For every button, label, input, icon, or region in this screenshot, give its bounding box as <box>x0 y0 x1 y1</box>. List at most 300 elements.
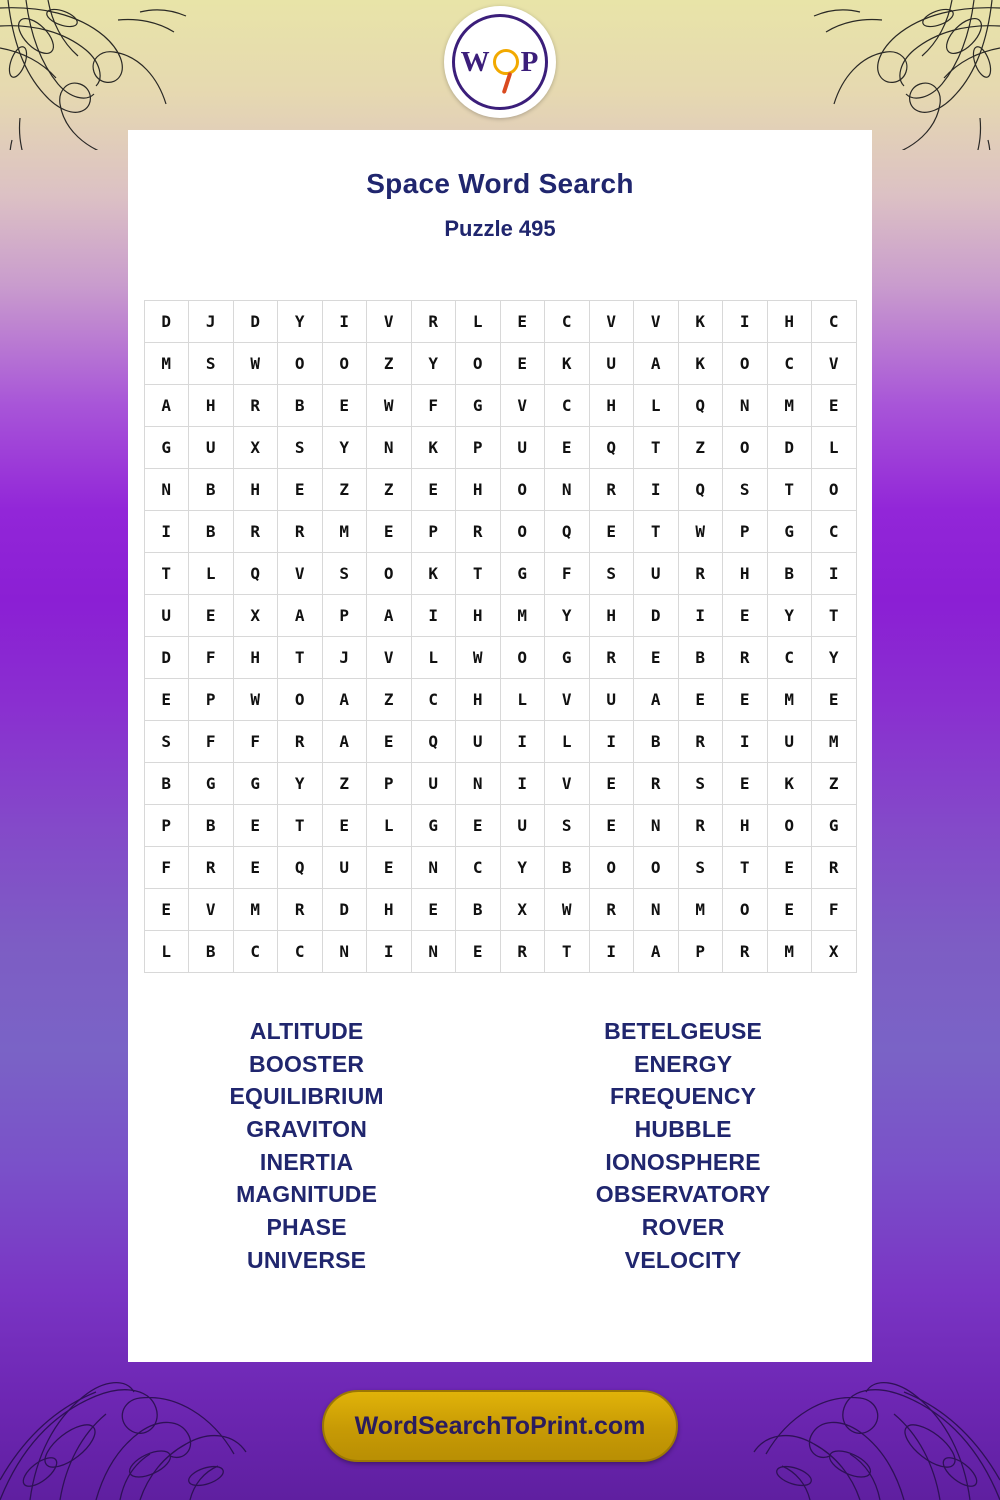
grid-cell[interactable]: B <box>189 931 234 973</box>
word-list-item[interactable]: OBSERVATORY <box>595 1181 771 1208</box>
grid-cell[interactable]: F <box>812 889 857 931</box>
grid-cell[interactable]: V <box>545 763 590 805</box>
grid-cell[interactable]: T <box>278 805 323 847</box>
grid-cell[interactable]: U <box>589 343 634 385</box>
grid-cell[interactable]: R <box>723 931 768 973</box>
grid-cell[interactable]: E <box>367 847 412 889</box>
grid-cell[interactable]: R <box>456 511 501 553</box>
grid-cell[interactable]: G <box>411 805 456 847</box>
grid-cell[interactable]: P <box>322 595 367 637</box>
grid-cell[interactable]: T <box>634 427 679 469</box>
grid-cell[interactable]: E <box>189 595 234 637</box>
grid-cell[interactable]: N <box>411 847 456 889</box>
logo-circle <box>452 14 548 110</box>
grid-cell[interactable]: V <box>500 385 545 427</box>
grid-cell[interactable]: E <box>723 679 768 721</box>
grid-cell[interactable]: N <box>411 931 456 973</box>
grid-cell[interactable]: Z <box>322 763 367 805</box>
grid-cell[interactable]: V <box>367 301 412 343</box>
word-list-item[interactable]: MAGNITUDE <box>236 1181 378 1208</box>
grid-cell[interactable]: I <box>411 595 456 637</box>
grid-cell[interactable]: Q <box>589 427 634 469</box>
grid-cell[interactable]: O <box>322 343 367 385</box>
grid-cell[interactable]: O <box>278 679 323 721</box>
grid-cell[interactable]: T <box>723 847 768 889</box>
puzzle-number: Puzzle 495 <box>444 216 556 241</box>
grid-cell[interactable]: B <box>189 805 234 847</box>
grid-cell[interactable]: H <box>456 469 501 511</box>
grid-cell[interactable]: N <box>367 427 412 469</box>
grid-cell[interactable]: O <box>723 343 768 385</box>
grid-cell[interactable]: D <box>767 427 812 469</box>
grid-cell[interactable]: F <box>144 847 189 889</box>
grid-cell[interactable]: Z <box>322 469 367 511</box>
grid-cell[interactable]: W <box>545 889 590 931</box>
grid-cell[interactable]: M <box>322 511 367 553</box>
grid-cell[interactable]: V <box>589 301 634 343</box>
grid-cell[interactable]: C <box>233 931 278 973</box>
grid-cell[interactable]: X <box>812 931 857 973</box>
logo-text <box>461 46 540 79</box>
grid-cell[interactable]: O <box>767 805 812 847</box>
grid-cell[interactable]: Y <box>278 301 323 343</box>
word-list <box>128 1015 872 1276</box>
grid-cell[interactable]: O <box>723 427 768 469</box>
grid-cell[interactable]: A <box>634 679 679 721</box>
word-list-item[interactable]: ROVER <box>641 1213 725 1240</box>
grid-cell[interactable]: Y <box>411 343 456 385</box>
grid-cell[interactable]: L <box>411 637 456 679</box>
grid-cell[interactable]: L <box>367 805 412 847</box>
grid-cell[interactable]: U <box>589 679 634 721</box>
grid-cell[interactable]: R <box>634 763 679 805</box>
grid-cell[interactable]: X <box>500 889 545 931</box>
grid-cell[interactable]: S <box>678 763 723 805</box>
grid-row <box>144 847 856 889</box>
word-list-item[interactable]: ALTITUDE <box>249 1018 364 1044</box>
grid-cell[interactable]: R <box>233 511 278 553</box>
grid-cell[interactable]: Q <box>233 553 278 595</box>
grid-cell[interactable]: R <box>233 385 278 427</box>
grid-cell[interactable]: E <box>545 427 590 469</box>
grid-cell[interactable]: R <box>678 553 723 595</box>
grid-cell[interactable]: U <box>189 427 234 469</box>
word-list-item[interactable]: BETELGEUSE <box>604 1018 763 1044</box>
grid-cell[interactable]: B <box>634 721 679 763</box>
grid-cell[interactable]: R <box>278 721 323 763</box>
grid-cell[interactable]: V <box>367 637 412 679</box>
grid-cell[interactable]: J <box>189 301 234 343</box>
grid-cell[interactable]: H <box>456 679 501 721</box>
grid-cell[interactable]: M <box>767 679 812 721</box>
grid-cell[interactable]: U <box>456 721 501 763</box>
grid-cell[interactable]: B <box>189 511 234 553</box>
grid-cell[interactable]: E <box>411 469 456 511</box>
grid-cell[interactable]: E <box>678 679 723 721</box>
grid-cell[interactable]: D <box>634 595 679 637</box>
grid-cell[interactable]: H <box>456 595 501 637</box>
corner-ornament-top-left <box>0 0 190 150</box>
grid-cell[interactable]: R <box>278 511 323 553</box>
grid-cell[interactable]: A <box>144 385 189 427</box>
grid-cell[interactable]: E <box>367 511 412 553</box>
grid-cell[interactable]: G <box>500 553 545 595</box>
grid-cell[interactable]: E <box>411 889 456 931</box>
grid-cell[interactable]: X <box>233 595 278 637</box>
grid-cell[interactable]: O <box>456 343 501 385</box>
grid-cell[interactable]: E <box>233 805 278 847</box>
grid-cell[interactable]: T <box>767 469 812 511</box>
grid-cell[interactable]: S <box>545 805 590 847</box>
grid-cell[interactable]: C <box>812 301 857 343</box>
grid-cell[interactable]: N <box>545 469 590 511</box>
grid-cell[interactable]: O <box>589 847 634 889</box>
grid-cell[interactable]: I <box>367 931 412 973</box>
grid-cell[interactable]: C <box>278 931 323 973</box>
grid-cell[interactable]: T <box>545 931 590 973</box>
grid-row <box>144 805 856 847</box>
grid-cell[interactable]: P <box>678 931 723 973</box>
word-search-grid[interactable] <box>144 300 857 973</box>
grid-cell[interactable]: R <box>411 301 456 343</box>
grid-cell[interactable]: S <box>144 721 189 763</box>
grid-cell[interactable]: B <box>767 553 812 595</box>
grid-cell[interactable]: E <box>144 679 189 721</box>
grid-row <box>144 721 856 763</box>
grid-cell[interactable]: N <box>723 385 768 427</box>
grid-cell[interactable]: N <box>322 931 367 973</box>
grid-cell[interactable]: R <box>812 847 857 889</box>
grid-cell[interactable]: C <box>767 637 812 679</box>
grid-cell[interactable]: D <box>322 889 367 931</box>
grid-cell[interactable]: M <box>767 385 812 427</box>
grid-cell[interactable]: H <box>723 553 768 595</box>
grid-cell[interactable]: I <box>500 763 545 805</box>
grid-cell[interactable]: A <box>278 595 323 637</box>
grid-cell[interactable]: Y <box>322 427 367 469</box>
grid-cell[interactable]: U <box>634 553 679 595</box>
grid-cell[interactable]: E <box>367 721 412 763</box>
grid-cell[interactable]: Q <box>545 511 590 553</box>
grid-cell[interactable]: Q <box>678 385 723 427</box>
grid-cell[interactable]: F <box>233 721 278 763</box>
grid-cell[interactable]: E <box>723 763 768 805</box>
grid-cell[interactable]: O <box>723 889 768 931</box>
grid-cell[interactable]: L <box>189 553 234 595</box>
grid-cell[interactable]: B <box>678 637 723 679</box>
grid-cell[interactable]: C <box>411 679 456 721</box>
grid-cell[interactable]: I <box>144 511 189 553</box>
grid-cell[interactable]: G <box>767 511 812 553</box>
grid-cell[interactable]: P <box>411 511 456 553</box>
grid-cell[interactable]: S <box>678 847 723 889</box>
grid-cell[interactable]: Z <box>367 679 412 721</box>
grid-cell[interactable]: E <box>767 889 812 931</box>
grid-cell[interactable]: P <box>144 805 189 847</box>
grid-cell[interactable]: D <box>144 637 189 679</box>
grid-cell[interactable]: M <box>144 343 189 385</box>
grid-row <box>144 931 856 973</box>
logo-letter-p: P <box>520 45 540 78</box>
grid-cell[interactable]: G <box>456 385 501 427</box>
grid-cell[interactable]: P <box>723 511 768 553</box>
grid-cell[interactable]: G <box>233 763 278 805</box>
grid-cell[interactable]: T <box>144 553 189 595</box>
grid-cell[interactable]: O <box>500 637 545 679</box>
grid-cell[interactable]: X <box>233 427 278 469</box>
grid-cell[interactable]: T <box>634 511 679 553</box>
puzzle-sheet <box>128 130 872 1362</box>
word-list-item[interactable]: INERTIA <box>259 1148 354 1175</box>
grid-cell[interactable]: L <box>634 385 679 427</box>
grid-cell[interactable]: F <box>545 553 590 595</box>
grid-cell[interactable]: W <box>367 385 412 427</box>
grid-cell[interactable]: L <box>812 427 857 469</box>
grid-cell[interactable]: F <box>189 721 234 763</box>
grid-cell[interactable]: M <box>500 595 545 637</box>
word-list-item[interactable]: GRAVITON <box>246 1115 368 1142</box>
corner-ornament-top-right <box>810 0 1000 150</box>
grid-cell[interactable]: H <box>233 637 278 679</box>
grid-cell[interactable]: S <box>723 469 768 511</box>
grid-cell[interactable]: U <box>411 763 456 805</box>
grid-cell[interactable]: E <box>456 805 501 847</box>
grid-cell[interactable]: O <box>812 469 857 511</box>
grid-cell[interactable]: E <box>500 343 545 385</box>
word-list-item[interactable]: EQUILIBRIUM <box>229 1083 384 1110</box>
word-list-item[interactable]: HUBBLE <box>634 1115 732 1142</box>
grid-cell[interactable]: D <box>144 301 189 343</box>
grid-cell[interactable]: R <box>589 889 634 931</box>
word-list-item[interactable]: VELOCITY <box>624 1246 742 1273</box>
grid-cell[interactable]: H <box>723 805 768 847</box>
word-list-item[interactable]: PHASE <box>266 1213 347 1240</box>
grid-cell[interactable]: V <box>278 553 323 595</box>
grid-row <box>144 595 856 637</box>
grid-cell[interactable]: C <box>545 301 590 343</box>
grid-cell[interactable]: T <box>812 595 857 637</box>
site-logo <box>444 6 556 118</box>
word-list-column-right <box>596 1015 771 1276</box>
grid-cell[interactable]: C <box>545 385 590 427</box>
grid-cell[interactable]: S <box>278 427 323 469</box>
grid-cell[interactable]: E <box>723 595 768 637</box>
page-title: Space Word Search <box>366 168 634 199</box>
grid-cell[interactable]: E <box>589 763 634 805</box>
grid-cell[interactable]: A <box>634 931 679 973</box>
grid-row <box>144 763 856 805</box>
grid-cell[interactable]: H <box>233 469 278 511</box>
grid-cell[interactable]: K <box>411 427 456 469</box>
grid-cell[interactable]: R <box>678 721 723 763</box>
grid-cell[interactable]: Z <box>367 343 412 385</box>
grid-cell[interactable]: O <box>500 511 545 553</box>
grid-cell[interactable]: H <box>589 385 634 427</box>
grid-cell[interactable]: V <box>812 343 857 385</box>
grid-cell[interactable]: E <box>589 511 634 553</box>
grid-cell[interactable]: I <box>322 301 367 343</box>
grid-cell[interactable]: G <box>144 427 189 469</box>
grid-cell[interactable]: C <box>767 343 812 385</box>
grid-cell[interactable]: W <box>233 679 278 721</box>
grid-cell[interactable]: U <box>767 721 812 763</box>
grid-cell[interactable]: N <box>456 763 501 805</box>
grid-cell[interactable]: M <box>767 931 812 973</box>
grid-cell[interactable]: N <box>634 889 679 931</box>
grid-cell[interactable]: E <box>812 679 857 721</box>
grid-cell[interactable]: M <box>233 889 278 931</box>
grid-cell[interactable]: G <box>812 805 857 847</box>
grid-cell[interactable]: U <box>500 427 545 469</box>
grid-cell[interactable]: K <box>678 343 723 385</box>
grid-cell[interactable]: E <box>144 889 189 931</box>
grid-cell[interactable]: B <box>144 763 189 805</box>
grid-row <box>144 889 856 931</box>
word-list-item[interactable]: ENERGY <box>633 1050 733 1077</box>
word-list-item[interactable]: IONOSPHERE <box>605 1148 761 1175</box>
grid-cell[interactable]: O <box>278 343 323 385</box>
grid-cell[interactable]: E <box>500 301 545 343</box>
grid-cell[interactable]: D <box>233 301 278 343</box>
grid-cell[interactable]: I <box>634 469 679 511</box>
grid-cell[interactable]: S <box>322 553 367 595</box>
grid-cell[interactable]: I <box>678 595 723 637</box>
grid-cell[interactable]: E <box>634 637 679 679</box>
grid-cell[interactable]: E <box>767 847 812 889</box>
grid-cell[interactable]: K <box>678 301 723 343</box>
grid-cell[interactable]: H <box>367 889 412 931</box>
grid-cell[interactable]: E <box>456 931 501 973</box>
grid-cell[interactable]: K <box>545 343 590 385</box>
grid-cell[interactable]: V <box>189 889 234 931</box>
grid-cell[interactable]: F <box>189 637 234 679</box>
grid-row <box>144 679 856 721</box>
word-list-item[interactable]: FREQUENCY <box>610 1083 757 1110</box>
grid-cell[interactable]: I <box>812 553 857 595</box>
grid-cell[interactable]: H <box>189 385 234 427</box>
grid-cell[interactable]: Z <box>812 763 857 805</box>
grid-cell[interactable]: Y <box>767 595 812 637</box>
grid-cell[interactable]: M <box>678 889 723 931</box>
word-list-item[interactable]: UNIVERSE <box>247 1246 367 1273</box>
grid-cell[interactable]: C <box>812 511 857 553</box>
word-list-item[interactable]: BOOSTER <box>249 1050 365 1077</box>
grid-cell[interactable]: R <box>678 805 723 847</box>
grid-cell[interactable]: I <box>589 721 634 763</box>
grid-cell[interactable]: S <box>589 553 634 595</box>
grid-cell[interactable]: T <box>278 637 323 679</box>
grid-cell[interactable]: M <box>812 721 857 763</box>
grid-cell[interactable]: U <box>500 805 545 847</box>
grid-cell[interactable]: V <box>545 679 590 721</box>
grid-cell[interactable]: Q <box>411 721 456 763</box>
grid-cell[interactable]: K <box>767 763 812 805</box>
grid-cell[interactable]: H <box>589 595 634 637</box>
grid-cell[interactable]: O <box>634 847 679 889</box>
grid-body <box>144 301 856 973</box>
grid-cell[interactable]: O <box>367 553 412 595</box>
grid-cell[interactable]: J <box>322 637 367 679</box>
magnifier-icon <box>493 49 519 75</box>
grid-cell[interactable]: Y <box>812 637 857 679</box>
grid-cell[interactable]: E <box>322 805 367 847</box>
grid-cell[interactable]: R <box>589 469 634 511</box>
grid-cell[interactable]: F <box>411 385 456 427</box>
website-button[interactable] <box>322 1390 678 1462</box>
grid-cell[interactable]: U <box>322 847 367 889</box>
grid-cell[interactable]: I <box>589 931 634 973</box>
grid-row <box>144 637 856 679</box>
grid-cell[interactable]: E <box>278 469 323 511</box>
grid-cell[interactable]: G <box>189 763 234 805</box>
grid-cell[interactable]: P <box>456 427 501 469</box>
grid-cell[interactable]: L <box>144 931 189 973</box>
grid-cell[interactable]: B <box>278 385 323 427</box>
grid-cell[interactable]: V <box>634 301 679 343</box>
grid-cell[interactable]: W <box>233 343 278 385</box>
grid-cell[interactable]: I <box>723 721 768 763</box>
grid-cell[interactable]: L <box>500 679 545 721</box>
grid-cell[interactable]: E <box>589 805 634 847</box>
grid-cell[interactable]: E <box>322 385 367 427</box>
logo-letter-w: W <box>460 45 491 78</box>
grid-cell[interactable]: A <box>634 343 679 385</box>
grid-cell[interactable]: R <box>278 889 323 931</box>
grid-cell[interactable]: Y <box>545 595 590 637</box>
grid-cell[interactable]: A <box>367 595 412 637</box>
grid-cell[interactable]: R <box>723 637 768 679</box>
grid-cell[interactable]: Q <box>678 469 723 511</box>
grid-cell[interactable]: N <box>634 805 679 847</box>
grid-cell[interactable]: L <box>456 301 501 343</box>
grid-cell[interactable]: Z <box>367 469 412 511</box>
grid-cell[interactable]: W <box>456 637 501 679</box>
grid-cell[interactable]: I <box>723 301 768 343</box>
grid-cell[interactable]: Q <box>278 847 323 889</box>
grid-cell[interactable]: K <box>411 553 456 595</box>
grid-cell[interactable]: Z <box>678 427 723 469</box>
grid-cell[interactable]: A <box>322 721 367 763</box>
grid-cell[interactable]: B <box>456 889 501 931</box>
grid-cell[interactable]: E <box>233 847 278 889</box>
grid-cell[interactable]: O <box>500 469 545 511</box>
grid-cell[interactable]: T <box>456 553 501 595</box>
grid-cell[interactable]: P <box>189 679 234 721</box>
grid-cell[interactable]: R <box>589 637 634 679</box>
grid-cell[interactable]: R <box>189 847 234 889</box>
grid-cell[interactable]: Y <box>500 847 545 889</box>
grid-cell[interactable]: S <box>189 343 234 385</box>
grid-cell[interactable]: Y <box>278 763 323 805</box>
grid-cell[interactable]: I <box>500 721 545 763</box>
grid-cell[interactable]: W <box>678 511 723 553</box>
grid-cell[interactable]: P <box>367 763 412 805</box>
grid-cell[interactable]: G <box>545 637 590 679</box>
grid-cell[interactable]: C <box>456 847 501 889</box>
grid-cell[interactable]: H <box>767 301 812 343</box>
grid-row <box>144 511 856 553</box>
grid-cell[interactable]: A <box>322 679 367 721</box>
grid-cell[interactable]: L <box>545 721 590 763</box>
grid-row <box>144 553 856 595</box>
grid-cell[interactable]: E <box>812 385 857 427</box>
grid-cell[interactable]: N <box>144 469 189 511</box>
grid-cell[interactable]: B <box>189 469 234 511</box>
grid-cell[interactable]: R <box>500 931 545 973</box>
grid-cell[interactable]: B <box>545 847 590 889</box>
grid-row <box>144 343 856 385</box>
grid-cell[interactable]: U <box>144 595 189 637</box>
